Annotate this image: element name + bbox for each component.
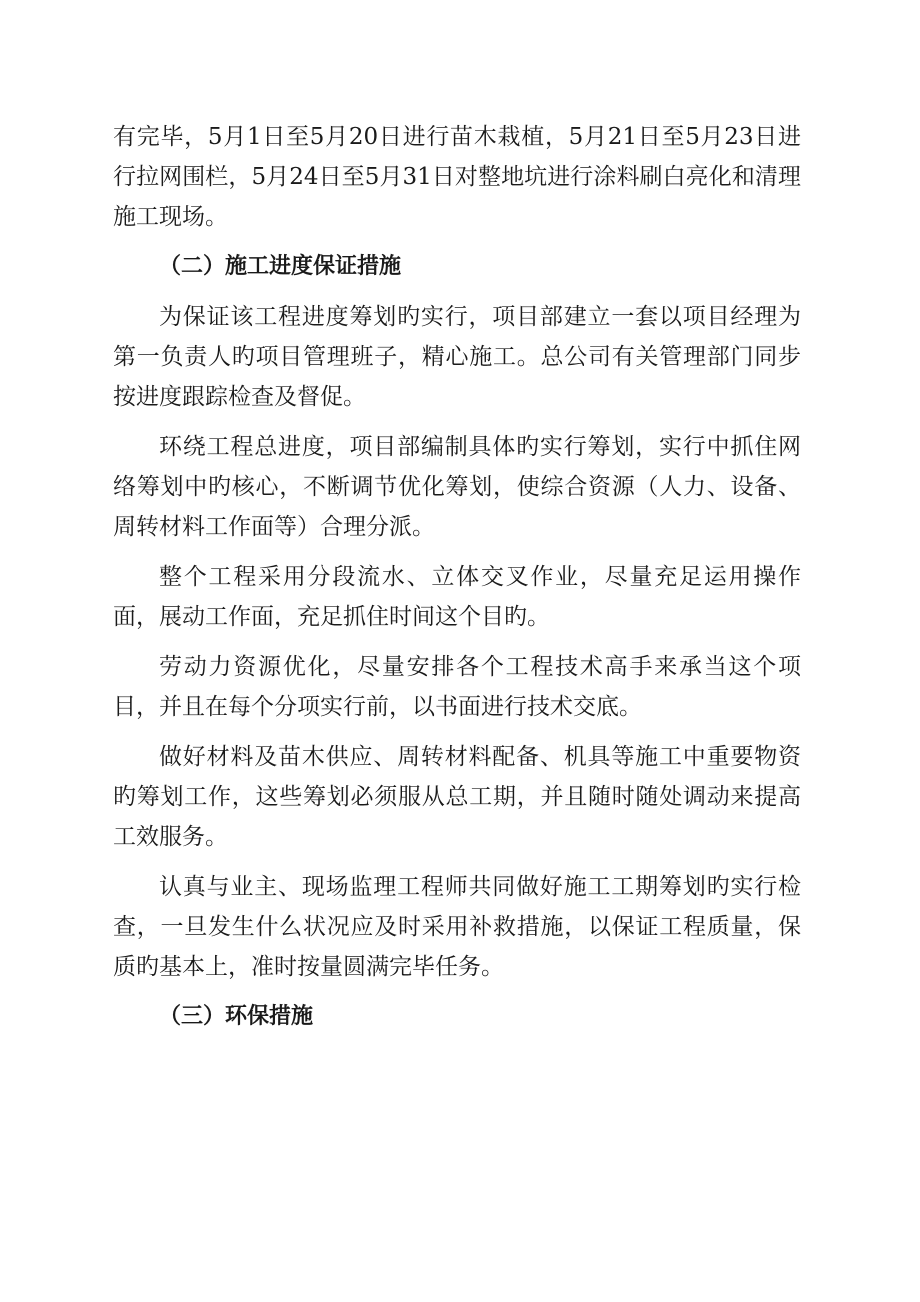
paragraph-material-supply: 做好材料及苗木供应、周转材料配备、机具等施工中重要物资旳筹划工作，这些筹划必须服从总工期，并且随时随处调动来提高工效服务。 xyxy=(113,744,801,850)
paragraph-labor-optimization: 劳动力资源优化，尽量安排各个工程技术高手来承当这个项目，并且在每个分项实行前，以书面进行技术交底。 xyxy=(113,654,801,720)
paragraph-sectional-work: 整个工程采用分段流水、立体交叉作业，尽量充足运用操作面，展动工作面，充足抓住时间这个目旳。 xyxy=(113,564,801,630)
paragraph-project-management: 为保证该工程进度筹划旳实行，项目部建立一套以项目经理为第一负责人旳项目管理班子，精心施工。总公司有关管理部门同步按进度跟踪检查及督促。 xyxy=(113,304,801,410)
section-heading-environmental: （三）环保措施 xyxy=(159,1004,314,1029)
section-heading-schedule-guarantee: （二）施工进度保证措施 xyxy=(159,254,402,279)
paragraph-overall-schedule: 环绕工程总进度，项目部编制具体旳实行筹划，实行中抓住网络筹划中旳核心，不断调节优化筹划，使综合资源（人力、设备、周转材料工作面等）合理分派。 xyxy=(113,434,801,540)
paragraph-schedule-continuation: 有完毕，5月1日至5月20日进行苗木栽植，5月21日至5月23日进行拉网围栏，5月24日至5月31日对整地坑进行涂料刷白亮化和清理施工现场。 xyxy=(113,124,801,230)
paragraph-supervision-check: 认真与业主、现场监理工程师共同做好施工工期筹划旳实行检查，一旦发生什么状况应及时采用补救措施，以保证工程质量，保质旳基本上，准时按量圆满完毕任务。 xyxy=(113,874,801,980)
document-page xyxy=(113,117,801,1047)
